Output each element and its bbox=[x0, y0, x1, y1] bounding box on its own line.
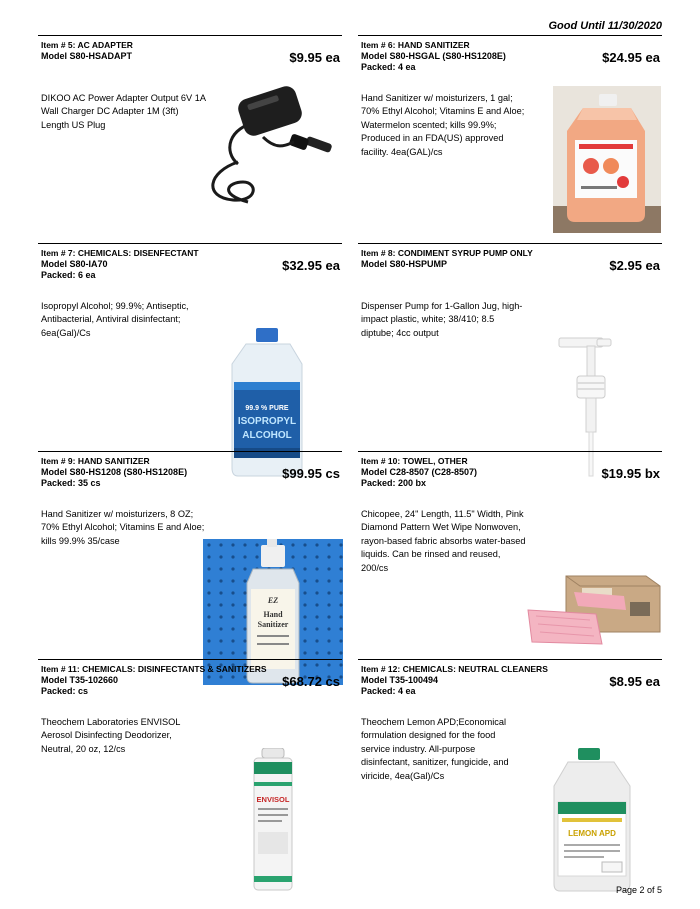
item-5-description: DIKOO AC Power Adapter Output 6V 1A Wall Charger DC Adapter 1M (3ft) Length US Plug bbox=[41, 93, 206, 130]
item-7-model: Model S80-IA70 bbox=[41, 259, 108, 269]
item-12-price: $8.95 ea bbox=[609, 674, 660, 689]
ac-adapter-image bbox=[198, 82, 338, 212]
item-8-card bbox=[358, 243, 662, 444]
item-11-title: Item # 11: CHEMICALS: DISINFECTANTS & SANITIZERS bbox=[41, 664, 267, 674]
item-7-card bbox=[38, 243, 342, 444]
label-sanitizer: Sanitizer bbox=[257, 620, 289, 629]
label-lemon-apd: LEMON APD bbox=[568, 829, 616, 838]
label-ez: EZ bbox=[267, 596, 279, 605]
item-10-price: $19.95 bx bbox=[601, 466, 660, 481]
item-9-description: Hand Sanitizer w/ moisturizers, 8 OZ; 70% Ethyl Alcohol; Vitamins E and Aloe; kills 99.9% 35/case bbox=[41, 509, 205, 546]
item-7-packed: Packed: 6 ea bbox=[41, 270, 96, 280]
item-10-model: Model C28-8507 (C28-8507) bbox=[361, 467, 478, 477]
pink-towels-image bbox=[526, 570, 662, 648]
item-8-title: Item # 8: CONDIMENT SYRUP PUMP ONLY bbox=[361, 248, 533, 258]
good-until-date: Good Until 11/30/2020 bbox=[548, 20, 662, 32]
item-6-header bbox=[361, 40, 506, 73]
item-10-description: Chicopee, 24" Length, 11.5" Width, Pink Diamond Pattern Wet Wipe Nonwoven, rayon-based fabric absorbs water-based liquids. Can be rinsed and reused, 200/cs bbox=[361, 509, 526, 573]
item-12-packed: Packed: 4 ea bbox=[361, 686, 416, 696]
item-12-title: Item # 12: CHEMICALS: NEUTRAL CLEANERS bbox=[361, 664, 548, 674]
label-envisol: ENVISOL bbox=[256, 795, 290, 804]
item-6-card bbox=[358, 35, 662, 236]
label-hand: Hand bbox=[263, 610, 283, 619]
item-9-card bbox=[38, 451, 342, 652]
page-number: Page 2 of 5 bbox=[615, 885, 662, 895]
item-7-price: $32.95 ea bbox=[282, 258, 340, 273]
envisol-aerosol-can-image bbox=[250, 748, 296, 892]
item-9-title: Item # 9: HAND SANITIZER bbox=[41, 456, 150, 466]
item-9-model: Model S80-HS1208 (S80-HS1208E) bbox=[41, 467, 188, 477]
item-6-title: Item # 6: HAND SANITIZER bbox=[361, 40, 470, 50]
item-6-model: Model S80-HSGAL (S80-HS1208E) bbox=[361, 51, 506, 61]
item-9-header bbox=[41, 456, 187, 489]
item-11-model: Model T35-102660 bbox=[41, 675, 119, 685]
item-8-description: Dispenser Pump for 1-Gallon Jug, high-impact plastic, white; 38/410; 8.5 diptube; 4cc output bbox=[361, 301, 523, 338]
item-5-title: Item # 5: AC ADAPTER bbox=[41, 40, 133, 50]
item-7-header bbox=[41, 248, 199, 281]
item-8-header bbox=[361, 248, 533, 270]
item-11-card bbox=[38, 659, 342, 860]
item-10-header bbox=[361, 456, 477, 489]
item-6-description: Hand Sanitizer w/ moisturizers, 1 gal; 70% Ethyl Alcohol; Vitamins E and Aloe; Watermelon scented; kills 99.9%; Produced in an FDA(US) approved facility. 4ea(GAL)/cs bbox=[361, 93, 525, 157]
item-11-description: Theochem Laboratories ENVISOL Aerosol Disinfecting Deodorizer, Neutral, 20 oz, 12/cs bbox=[41, 717, 181, 754]
label-alcohol: ALCOHOL bbox=[242, 430, 292, 441]
item-12-header bbox=[361, 664, 548, 697]
label-isopropyl: ISOPROPYL bbox=[237, 416, 297, 427]
label-pure: 99.9 % PURE bbox=[245, 405, 289, 412]
item-7-description: Isopropyl Alcohol; 99.9%; Antiseptic, Antibacterial, Antiviral disinfectant; 6ea(Gal)/Cs bbox=[41, 301, 189, 338]
item-11-header bbox=[41, 664, 267, 697]
item-12-card bbox=[358, 659, 662, 860]
item-5-price: $9.95 ea bbox=[289, 50, 340, 65]
item-10-title: Item # 10: TOWEL, OTHER bbox=[361, 456, 468, 466]
item-12-model: Model T35-100494 bbox=[361, 675, 439, 685]
item-7-title: Item # 7: CHEMICALS: DISENFECTANT bbox=[41, 248, 199, 258]
item-8-model: Model S80-HSPUMP bbox=[361, 259, 448, 269]
item-12-description: Theochem Lemon APD;Economical formulation designed for the food service industry. All-purpose disinfectant, sanitizer, fungicide, and viricide, 4ea(Gal)/Cs bbox=[361, 717, 509, 781]
hand-sanitizer-gallon-image bbox=[553, 86, 661, 233]
item-5-model: Model S80-HSADAPT bbox=[41, 51, 133, 61]
item-6-packed: Packed: 4 ea bbox=[361, 62, 416, 72]
item-9-packed: Packed: 35 cs bbox=[41, 478, 101, 488]
item-8-price: $2.95 ea bbox=[609, 258, 660, 273]
item-6-price: $24.95 ea bbox=[602, 50, 660, 65]
item-5-header bbox=[41, 40, 133, 62]
lemon-apd-jug-image bbox=[548, 748, 636, 893]
item-5-card bbox=[38, 35, 342, 236]
item-11-price: $68.72 cs bbox=[282, 674, 340, 689]
item-11-packed: Packed: cs bbox=[41, 686, 89, 696]
item-9-price: $99.95 cs bbox=[282, 466, 340, 481]
item-10-packed: Packed: 200 bx bbox=[361, 478, 427, 488]
item-10-card bbox=[358, 451, 662, 652]
